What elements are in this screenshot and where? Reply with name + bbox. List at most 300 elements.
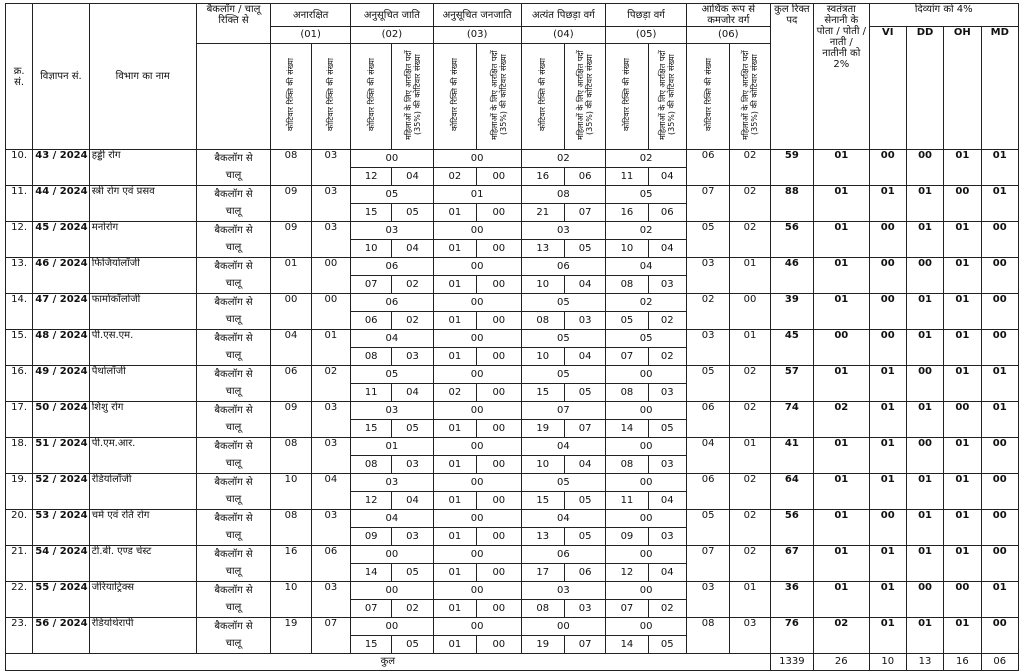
row-freedom: 01 [814,150,869,186]
row-ur-a: 06 [271,366,311,402]
row-ews-b: 02 [730,510,770,546]
row-sc-current-b: 04 [392,168,433,186]
col-dept: विभाग का नाम [89,4,196,150]
row-st-current-b: 00 [477,240,521,258]
row-bc-current-a: 09 [606,528,648,546]
row-oh: 01 [944,366,981,402]
row-backlog-label: बैकलॉग से [196,258,271,276]
row-ur-a: 04 [271,330,311,366]
row-ur-a: 09 [271,222,311,258]
row-sc-backlog: 00 [351,618,434,636]
row-st-backlog: 00 [433,258,521,276]
row-current-label: चालू [196,636,271,654]
row-sc-backlog: 03 [351,474,434,492]
row-oh: 01 [944,438,981,474]
row-ebc-current-a: 17 [521,564,564,582]
group-sc-code: (02) [351,27,434,44]
row-ur-a: 08 [271,150,311,186]
row-ews-a: 06 [686,402,729,438]
row-bc-current-b: 02 [648,600,686,618]
row-backlog-label: बैकलॉग से [196,618,271,636]
row-ebc-current-a: 21 [521,204,564,222]
row-bc-backlog: 05 [606,186,687,204]
row-md: 01 [981,402,1018,438]
row-adv-no: 56 / 2024 [33,618,89,654]
row-sno: 13. [6,258,33,294]
row-bc-current-b: 04 [648,492,686,510]
row-ur-b: 04 [311,474,350,510]
row-dept: हड्डी रोग [89,150,196,186]
table-row [6,186,1019,204]
row-ur-b: 03 [311,222,350,258]
row-ebc-backlog: 08 [521,186,606,204]
col-type: बैकलॉग / चालू रिक्ति से [196,4,271,44]
row-bc-current-b: 04 [648,564,686,582]
row-md: 00 [981,510,1018,546]
row-total-posts: 67 [770,546,813,582]
row-bc-backlog: 02 [606,294,687,312]
col-oh: OH [944,27,981,150]
table-row [6,582,1019,600]
row-sc-current-a: 14 [351,564,392,582]
row-ews-b: 02 [730,474,770,510]
row-ews-b: 01 [730,330,770,366]
row-ebc-current-b: 04 [564,348,605,366]
row-freedom: 01 [814,222,869,258]
sub-sc-b-text: महिलाओं के लिए आरक्षित पदों (35%) की कोटिवार संख्या [403,49,422,140]
row-oh: 01 [944,330,981,366]
row-ews-b: 02 [730,546,770,582]
row-sc-current-a: 15 [351,636,392,654]
row-dept: फिजियोलॉजी [89,258,196,294]
row-ews-a: 05 [686,222,729,258]
row-bc-current-a: 10 [606,240,648,258]
row-bc-backlog: 05 [606,330,687,348]
row-dd: 01 [906,222,943,258]
row-md: 00 [981,294,1018,330]
row-backlog-label: बैकलॉग से [196,366,271,384]
row-ews-a: 03 [686,582,729,618]
row-oh: 00 [944,582,981,618]
row-dd: 01 [906,186,943,222]
sub-ur-a [271,44,311,150]
row-ebc-backlog: 05 [521,474,606,492]
group-ur-label: अनारक्षित [271,4,351,27]
row-oh: 01 [944,294,981,330]
row-st-current-b: 00 [477,348,521,366]
row-ur-a: 09 [271,402,311,438]
row-sno: 12. [6,222,33,258]
row-dd: 01 [906,510,943,546]
row-sc-current-a: 12 [351,168,392,186]
group-ebc-code: (04) [521,27,606,44]
row-st-backlog: 00 [433,294,521,312]
row-bc-current-b: 05 [648,636,686,654]
group-ur-code: (01) [271,27,351,44]
row-current-label: चालू [196,384,271,402]
row-vi: 00 [869,510,906,546]
row-vi: 01 [869,402,906,438]
table-row [6,438,1019,456]
row-vi: 00 [869,150,906,186]
row-ews-b: 01 [730,258,770,294]
row-st-current-a: 01 [433,204,476,222]
row-vi: 01 [869,366,906,402]
row-ebc-current-a: 08 [521,312,564,330]
row-current-label: चालू [196,348,271,366]
row-dd: 01 [906,618,943,654]
row-ebc-backlog: 02 [521,150,606,168]
row-ews-b: 01 [730,582,770,618]
row-current-label: चालू [196,492,271,510]
table-row [6,402,1019,420]
row-current-label: चालू [196,600,271,618]
row-dept: मनोरोग [89,222,196,258]
row-backlog-label: बैकलॉग से [196,294,271,312]
row-total-posts: 74 [770,402,813,438]
row-sno: 21. [6,546,33,582]
row-ur-a: 09 [271,186,311,222]
row-sc-current-b: 04 [392,240,433,258]
row-sc-backlog: 00 [351,582,434,600]
row-sc-current-a: 08 [351,456,392,474]
row-dept: जेरियाट्रिक्स [89,582,196,618]
sub-ews-a-text: कोटिवार रिक्ति की संख्या [703,57,713,132]
row-st-current-a: 01 [433,312,476,330]
row-ur-a: 08 [271,438,311,474]
row-bc-current-b: 04 [648,168,686,186]
col-divyang: दिव्यांग को 4% [869,4,1018,27]
row-bc-backlog: 00 [606,402,687,420]
row-st-current-a: 01 [433,528,476,546]
row-st-backlog: 00 [433,366,521,384]
row-adv-no: 46 / 2024 [33,258,89,294]
row-bc-backlog: 04 [606,258,687,276]
sub-ebc-a-text: कोटिवार रिक्ति की संख्या [538,57,548,132]
row-md: 00 [981,438,1018,474]
row-dd: 01 [906,546,943,582]
row-sc-current-b: 03 [392,528,433,546]
sub-st-a-text: कोटिवार रिक्ति की संख्या [450,57,460,132]
row-st-current-a: 01 [433,240,476,258]
row-adv-no: 44 / 2024 [33,186,89,222]
row-ebc-current-a: 10 [521,276,564,294]
sub-st-b [477,44,521,150]
row-sno: 20. [6,510,33,546]
row-dept: स्त्री रोग एवं प्रसव [89,186,196,222]
row-ews-a: 08 [686,618,729,654]
row-oh: 00 [944,186,981,222]
total-oh: 16 [944,654,981,671]
group-ews-label: आर्थिक रूप से कमजोर वर्ग [686,4,770,27]
row-bc-current-a: 16 [606,204,648,222]
row-ebc-current-a: 15 [521,492,564,510]
row-ebc-current-a: 13 [521,528,564,546]
sub-sc-a-text: कोटिवार रिक्ति की संख्या [366,57,376,132]
row-dd: 00 [906,150,943,186]
total-dd: 13 [906,654,943,671]
row-vi: 01 [869,186,906,222]
row-ebc-current-b: 06 [564,168,605,186]
row-backlog-label: बैकलॉग से [196,330,271,348]
row-st-backlog: 00 [433,510,521,528]
row-md: 01 [981,186,1018,222]
row-ebc-current-a: 16 [521,168,564,186]
sub-ews-a [686,44,729,150]
row-freedom: 01 [814,474,869,510]
row-ews-a: 02 [686,294,729,330]
row-freedom: 01 [814,438,869,474]
row-total-posts: 57 [770,366,813,402]
row-sno: 17. [6,402,33,438]
row-st-current-b: 00 [477,420,521,438]
row-sc-current-a: 10 [351,240,392,258]
total-vi: 10 [869,654,906,671]
row-ebc-current-b: 07 [564,636,605,654]
row-backlog-label: बैकलॉग से [196,510,271,528]
row-sc-current-b: 02 [392,600,433,618]
row-freedom: 01 [814,510,869,546]
row-oh: 01 [944,258,981,294]
row-dd: 01 [906,474,943,510]
sub-st-b-text: महिलाओं के लिए आरक्षित पदों (35%) की कोटिवार संख्या [489,49,508,140]
row-dd: 00 [906,366,943,402]
row-bc-current-b: 03 [648,384,686,402]
row-ebc-backlog: 03 [521,222,606,240]
table-header [6,4,1019,150]
row-bc-backlog: 02 [606,222,687,240]
row-st-backlog: 01 [433,186,521,204]
row-oh: 01 [944,222,981,258]
col-sno: क्र. सं. [6,4,33,150]
row-current-label: चालू [196,276,271,294]
total-md: 06 [981,654,1018,671]
total-posts-sum: 1339 [770,654,813,671]
row-adv-no: 53 / 2024 [33,510,89,546]
row-bc-current-a: 08 [606,384,648,402]
total-label: कुल [6,654,771,671]
col-adv-no: विज्ञापन सं. [33,4,89,150]
row-ur-b: 03 [311,582,350,618]
row-dd: 00 [906,258,943,294]
row-md: 00 [981,474,1018,510]
row-st-current-b: 00 [477,636,521,654]
row-md: 00 [981,222,1018,258]
row-ebc-backlog: 04 [521,510,606,528]
table-row [6,546,1019,564]
row-total-posts: 56 [770,510,813,546]
row-st-current-a: 01 [433,600,476,618]
row-ebc-backlog: 06 [521,258,606,276]
row-st-backlog: 00 [433,330,521,348]
row-bc-current-a: 11 [606,492,648,510]
row-ews-b: 02 [730,402,770,438]
sub-ur-b [311,44,350,150]
row-oh: 01 [944,546,981,582]
row-ur-a: 08 [271,510,311,546]
row-ur-b: 02 [311,366,350,402]
row-ews-b: 03 [730,618,770,654]
row-ebc-current-a: 19 [521,420,564,438]
row-vi: 00 [869,258,906,294]
row-vi: 00 [869,330,906,366]
table-row [6,222,1019,240]
sub-ebc-b-text: महिलाओं के लिए आरक्षित पदों (35%) की कोटिवार संख्या [576,49,595,140]
row-ebc-current-a: 19 [521,636,564,654]
row-sno: 18. [6,438,33,474]
row-sno: 22. [6,582,33,618]
row-sno: 19. [6,474,33,510]
row-vi: 01 [869,438,906,474]
col-dd: DD [906,27,943,150]
table-row [6,150,1019,168]
row-backlog-label: बैकलॉग से [196,402,271,420]
row-sc-current-a: 07 [351,600,392,618]
row-ur-b: 06 [311,546,350,582]
row-bc-current-b: 03 [648,276,686,294]
row-md: 01 [981,366,1018,402]
row-md: 00 [981,258,1018,294]
row-bc-backlog: 00 [606,474,687,492]
row-sc-current-b: 02 [392,312,433,330]
row-ews-a: 05 [686,510,729,546]
row-ebc-backlog: 05 [521,294,606,312]
row-oh: 01 [944,474,981,510]
row-st-current-a: 01 [433,276,476,294]
row-ebc-backlog: 00 [521,618,606,636]
row-dept: फार्माकॉलोजी [89,294,196,330]
row-sc-current-b: 02 [392,276,433,294]
row-sc-current-a: 15 [351,204,392,222]
row-bc-current-b: 02 [648,348,686,366]
row-dept: शिशु रोग [89,402,196,438]
row-adv-no: 55 / 2024 [33,582,89,618]
row-sc-current-b: 05 [392,564,433,582]
row-sc-backlog: 05 [351,186,434,204]
row-ews-a: 03 [686,258,729,294]
col-freedom-fighter: स्वतंत्रता सेनानी के पोता / पोती / नाती / नातीनी को 2% [814,4,869,150]
row-backlog-label: बैकलॉग से [196,150,271,168]
row-bc-current-b: 03 [648,528,686,546]
row-sno: 23. [6,618,33,654]
row-sc-backlog: 00 [351,546,434,564]
row-st-current-b: 00 [477,384,521,402]
table-row [6,294,1019,312]
row-dept: टी.बी. एण्ड चेस्ट [89,546,196,582]
table-row [6,510,1019,528]
table-row [6,618,1019,636]
table-row [6,366,1019,384]
row-sc-backlog: 06 [351,258,434,276]
sub-ews-b [730,44,770,150]
total-row [6,654,1019,671]
row-ur-b: 03 [311,186,350,222]
row-sc-backlog: 05 [351,366,434,384]
row-backlog-label: बैकलॉग से [196,222,271,240]
row-ebc-backlog: 03 [521,582,606,600]
row-sc-backlog: 01 [351,438,434,456]
group-bc-code: (05) [606,27,687,44]
row-ebc-current-b: 04 [564,276,605,294]
row-current-label: चालू [196,564,271,582]
row-st-current-b: 00 [477,312,521,330]
row-bc-backlog: 00 [606,618,687,636]
row-current-label: चालू [196,312,271,330]
row-backlog-label: बैकलॉग से [196,438,271,456]
row-sc-current-b: 05 [392,204,433,222]
row-st-current-b: 00 [477,204,521,222]
row-current-label: चालू [196,240,271,258]
row-ews-b: 00 [730,294,770,330]
group-ebc-label: अत्यंत पिछड़ा वर्ग [521,4,606,27]
row-backlog-label: बैकलॉग से [196,582,271,600]
row-ews-b: 02 [730,222,770,258]
row-ur-b: 01 [311,330,350,366]
row-bc-current-a: 08 [606,456,648,474]
row-current-label: चालू [196,528,271,546]
row-st-backlog: 00 [433,222,521,240]
row-sc-current-b: 05 [392,636,433,654]
row-total-posts: 36 [770,582,813,618]
row-ebc-current-b: 04 [564,456,605,474]
row-sc-backlog: 03 [351,222,434,240]
row-ebc-current-b: 03 [564,312,605,330]
row-sc-current-a: 11 [351,384,392,402]
row-st-backlog: 00 [433,402,521,420]
row-st-current-a: 01 [433,492,476,510]
row-vi: 01 [869,582,906,618]
group-bc-label: पिछड़ा वर्ग [606,4,687,27]
table-row [6,474,1019,492]
group-st-code: (03) [433,27,521,44]
row-md: 01 [981,582,1018,618]
row-sc-current-b: 04 [392,384,433,402]
row-bc-current-a: 12 [606,564,648,582]
row-bc-backlog: 02 [606,150,687,168]
row-sc-current-b: 05 [392,420,433,438]
row-current-label: चालू [196,420,271,438]
row-ebc-current-a: 10 [521,348,564,366]
row-ur-a: 00 [271,294,311,330]
row-dd: 01 [906,294,943,330]
sub-sc-a [351,44,392,150]
row-st-current-a: 01 [433,564,476,582]
row-sc-current-a: 09 [351,528,392,546]
group-st-label: अनुसूचित जनजाति [433,4,521,27]
row-ur-b: 03 [311,150,350,186]
row-st-current-b: 00 [477,564,521,582]
row-dd: 01 [906,330,943,366]
row-dd: 01 [906,402,943,438]
row-ebc-current-b: 05 [564,528,605,546]
row-current-label: चालू [196,168,271,186]
row-ur-a: 10 [271,474,311,510]
row-st-current-a: 01 [433,636,476,654]
row-st-current-a: 01 [433,348,476,366]
row-md: 00 [981,330,1018,366]
row-md: 00 [981,618,1018,654]
row-md: 01 [981,150,1018,186]
sub-st-a [433,44,476,150]
row-bc-current-a: 11 [606,168,648,186]
row-backlog-label: बैकलॉग से [196,474,271,492]
row-st-current-b: 00 [477,456,521,474]
row-backlog-label: बैकलॉग से [196,186,271,204]
row-sc-backlog: 03 [351,402,434,420]
row-ebc-current-b: 05 [564,492,605,510]
row-st-backlog: 00 [433,582,521,600]
table-row [6,258,1019,276]
